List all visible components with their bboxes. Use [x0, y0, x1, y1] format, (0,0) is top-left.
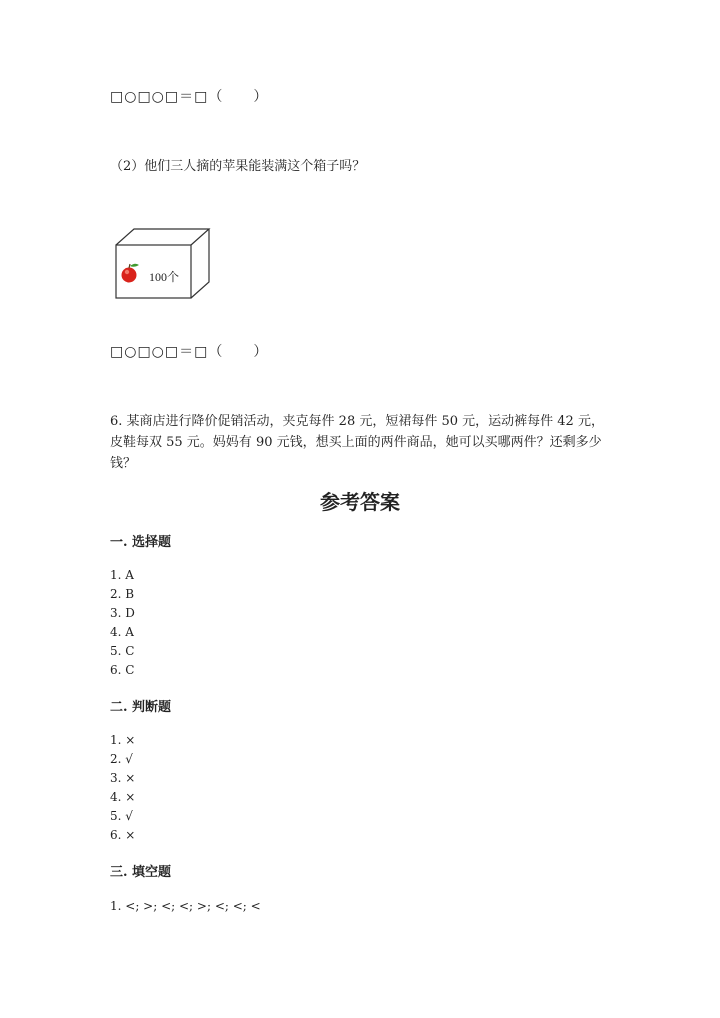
section-list-fill	[110, 897, 261, 916]
answer-item: 5. C	[110, 644, 135, 658]
question-2-text: （2）他们三人摘的苹果能装满这个箱子吗？	[110, 159, 366, 174]
section-list-choice	[110, 566, 135, 680]
answer-item: 1. <; >; <; <; >; <; <; <	[110, 899, 261, 913]
answer-item: 3. ×	[110, 771, 136, 785]
answer-item: 6. C	[110, 663, 135, 677]
answer-item: 2. √	[110, 752, 133, 766]
section-heading-choice: 一. 选择题	[110, 535, 172, 550]
answer-item: 5. √	[110, 809, 133, 823]
answer-item: 3. D	[110, 606, 135, 620]
answer-item: 4. ×	[110, 790, 136, 804]
answer-item: 2. B	[110, 587, 135, 601]
answer-item: 6. ×	[110, 828, 136, 842]
answer-item: 1. ×	[110, 733, 136, 747]
section-heading-fill: 三. 填空题	[110, 865, 172, 880]
box-illustration	[112, 226, 212, 302]
section-list-judge	[110, 731, 135, 845]
answer-title: 参考答案	[320, 490, 400, 514]
section-heading-judge: 二. 判断题	[110, 700, 172, 715]
answer-item: 1. A	[110, 568, 134, 582]
formula-blank-2: □○□○□＝□（ ）	[110, 344, 269, 360]
formula-blank-1: □○□○□＝□（ ）	[110, 89, 269, 105]
question-6-text: 6. 某商店进行降价促销活动，夹克每件 28 元，短裙每件 50 元，运动裤每件 42 元，皮鞋每双 55 元。妈妈有 90 元钱，想买上面的两件商品，她可以买哪两件？还剩多少钱？	[110, 414, 604, 471]
answer-item: 4. A	[110, 625, 134, 639]
apple-icon	[122, 264, 140, 283]
box-label: 100个	[149, 270, 180, 284]
